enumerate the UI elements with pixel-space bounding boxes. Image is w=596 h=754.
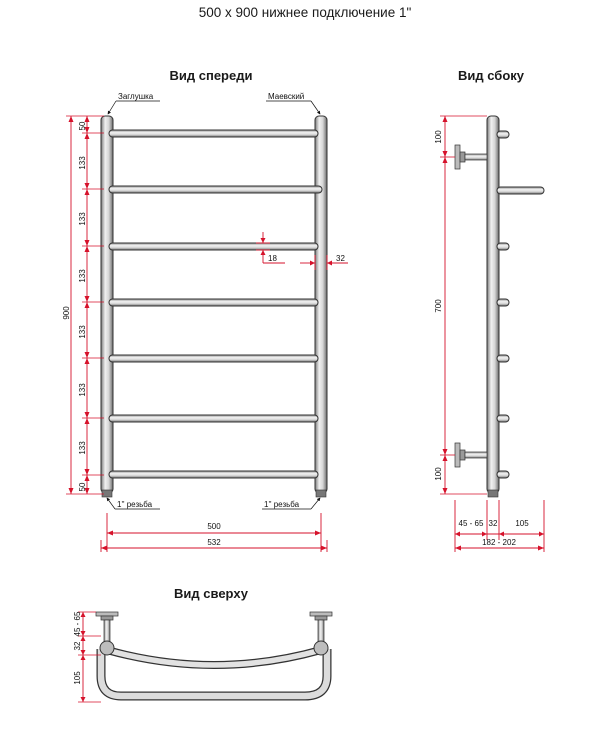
dim-rail-32: 32 — [336, 254, 345, 263]
dim-pitch: 133 — [78, 325, 87, 339]
dim-pitch: 133 — [78, 269, 87, 283]
side-dim-overall: 182 - 202 — [482, 538, 516, 547]
front-view-title: Вид спереди — [169, 68, 253, 83]
rung — [109, 186, 322, 193]
thread-right-label: 1'' резьба — [264, 500, 300, 509]
top-dim-wall: 45 - 65 — [73, 611, 82, 637]
dim-pitch: 133 — [78, 156, 87, 170]
dim-900: 900 — [62, 306, 71, 320]
dim-bottom-50: 50 — [78, 482, 87, 492]
wall-bracket-bottom — [455, 443, 487, 467]
side-view-title: Вид сбоку — [457, 68, 525, 83]
dim-pitch: 133 — [78, 441, 87, 455]
rung — [109, 299, 318, 306]
rung — [109, 130, 318, 137]
side-dim-rail: 32 — [488, 519, 498, 528]
top-dim-depth: 105 — [73, 671, 82, 685]
dim-532: 532 — [207, 538, 221, 547]
left-thread-nipple — [102, 490, 112, 497]
right-thread-nipple — [316, 490, 326, 497]
dim-rung-18: 18 — [268, 254, 277, 263]
rung — [109, 355, 318, 362]
side-rungs — [497, 131, 544, 478]
side-dim-bottom-100: 100 — [434, 467, 443, 481]
dim-top-50: 50 — [78, 121, 87, 131]
wall-bracket-top — [455, 145, 487, 169]
dim-500: 500 — [207, 522, 221, 531]
thread-left-label: 1'' резьба — [117, 500, 153, 509]
side-dim-wall: 45 - 65 — [458, 519, 484, 528]
dim-pitch: 133 — [78, 383, 87, 397]
top-view — [73, 586, 332, 702]
rung — [109, 471, 318, 478]
top-view-title: Вид сверху — [174, 586, 248, 601]
page-title: 500 x 900 нижнее подключение 1" — [198, 5, 412, 20]
rung — [109, 415, 318, 422]
side-dim-top-100: 100 — [434, 130, 443, 144]
left-rail-section — [100, 641, 114, 655]
mayevsky-label: Маевский — [268, 92, 305, 101]
dim-pitch: 133 — [78, 212, 87, 226]
right-rail-section — [314, 641, 328, 655]
top-dim-rail: 32 — [73, 641, 82, 651]
side-view — [434, 68, 544, 552]
rungs — [109, 130, 322, 478]
side-dim-depth: 105 — [515, 519, 529, 528]
plug-label: Заглушка — [118, 92, 154, 101]
side-dim-700: 700 — [434, 299, 443, 313]
front-view — [62, 68, 348, 552]
rung — [109, 243, 318, 250]
